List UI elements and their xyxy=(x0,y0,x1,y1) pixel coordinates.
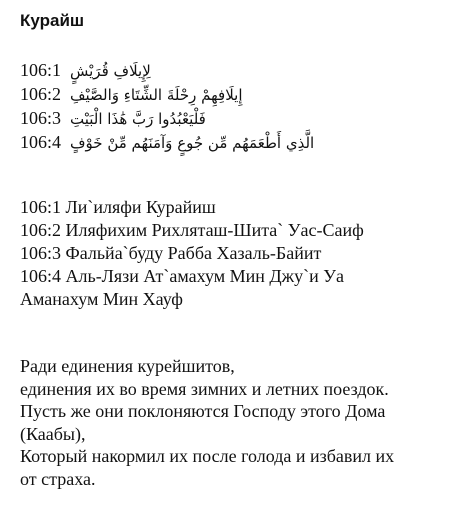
translation-section xyxy=(20,355,470,490)
arabic-verse-text: لِإِيلَافِ قُرَيْشٍ xyxy=(70,62,151,80)
translation-line: Который накормил их после голода и избавил их xyxy=(20,446,395,466)
verse-reference: 106:4 xyxy=(20,132,62,152)
verse-reference: 106:3 xyxy=(20,108,62,128)
transliteration-line: 106:2 Иляфихим Рихляташ-Шита` Уас-Саиф xyxy=(20,220,364,240)
arabic-verse-1 xyxy=(20,58,460,82)
arabic-verse-4 xyxy=(20,130,460,154)
transliteration-line: 106:3 Фальйа`буду Рабба Хазаль-Байит xyxy=(20,243,322,263)
arabic-verse-text: إِيلَافِهِمْ رِحْلَةَ الشِّتَاءِ وَالصَّيْفِ xyxy=(70,86,243,104)
transliteration-line: 106:4 Аль-Лязи Ат`амахум Мин Джу`и Уа xyxy=(20,266,344,286)
surah-title: Курайш xyxy=(20,11,85,30)
verse-reference: 106:2 xyxy=(20,84,62,104)
transliteration-line: Аманахум Мин Хауф xyxy=(20,289,183,309)
transliteration-line: 106:1 Ли`иляфи Курайиш xyxy=(20,197,216,217)
translation-line: Пусть же они поклоняются Господу этого Дома xyxy=(20,401,386,421)
arabic-verse-3 xyxy=(20,106,460,130)
arabic-verse-text: الَّذِي أَطْعَمَهُم مِّن جُوعٍ وَآمَنَهُم مِّنْ خَوْفٍ xyxy=(70,134,315,152)
translation-line: единения их во время зимних и летних поездок. xyxy=(20,378,389,399)
arabic-verses xyxy=(20,58,460,154)
translation-line: (Каабы), xyxy=(20,423,86,444)
arabic-verse-2 xyxy=(20,82,460,106)
translation-line: Ради единения курейшитов, xyxy=(20,356,235,376)
arabic-verse-text: فَلْيَعْبُدُوا رَبَّ هَٰذَا الْبَيْتِ xyxy=(70,110,206,128)
verse-reference: 106:1 xyxy=(20,60,62,80)
transliteration-section xyxy=(20,196,460,311)
translation-line: от страха. xyxy=(20,468,96,489)
